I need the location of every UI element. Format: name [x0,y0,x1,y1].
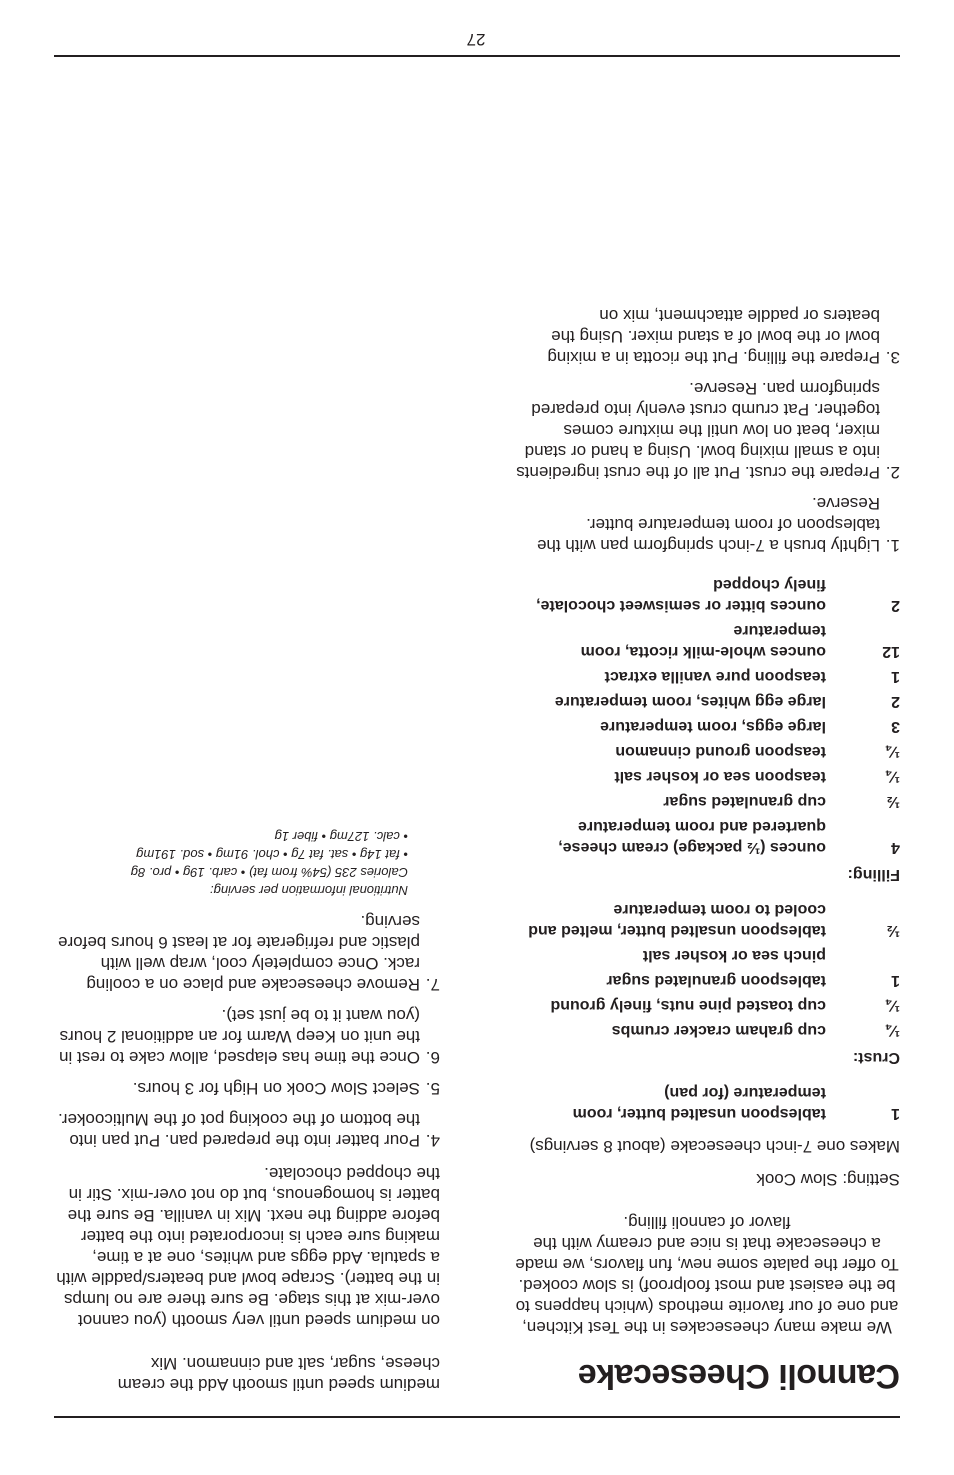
step-number: 1. [885,536,900,555]
step-number: 3. [885,348,900,367]
ingredient-quantity: 2 [891,597,900,614]
ingredient-text: teaspoon ground cinnamon [615,743,826,760]
steps-part-1 [514,305,900,556]
nutrition-info [54,827,408,899]
ingredient-quantity [826,945,900,966]
ingredient-text: tablespoon unsalted butter, room temperature (for pan) [572,1084,826,1122]
ingredient-quantity: ¼ [886,1022,900,1039]
filling-ingredient-row [514,574,900,616]
top-rule [54,1416,900,1418]
filling-ingredient-row [514,620,900,662]
method-step [54,1005,440,1068]
bottom-rule [54,55,900,57]
ingredient-text: ounces bitter or semisweet chocolate, finely chopped [536,576,826,614]
step-text: Pour batter into the prepared pan. Put pan into the bottom of the cooking pot of the Multicooker. [58,1110,420,1150]
step-text: Remove cheesecake and place on a cooling rack. Once completely cool, wrap well with plastic and refrigerate for at least 6 hours before serving. [58,912,420,994]
method-step [54,911,440,995]
ingredient-quantity: 4 [891,839,900,856]
pan-ingredient-row [514,1082,900,1124]
ingredient-quantity: 12 [882,643,900,660]
ingredient-text: cup toasted pine nuts, finely ground [550,997,826,1014]
step-3-continuation-b: on medium speed until very smooth (you cannot over-mix at this stage. Be sure there are no lumps in the batter). Scrape bowl and beaters/paddle with a spatula. Add eggs and whites, one at a time, making sure each is incorporated into the batter before adding the next. Mix in vanilla. Be sure the batter is homogenous, but do not over-mix. Stir in the chopped chocolate. [56,1164,440,1330]
ingredient-text: large egg whites, room temperature [554,693,826,710]
recipe-title: Cannoli Cheesecake [578,1357,900,1395]
filling-ingredient-row [514,716,900,737]
nutrition-line-2: • fat 14g • sat. fat 7g • chol. 91mg • sod. 191mg [136,847,408,862]
filling-label: Filling: [847,866,900,883]
ingredient-quantity: ½ [886,793,900,810]
method-step [54,1078,440,1099]
ingredient-quantity: 1 [891,668,900,685]
method-step [514,493,900,556]
step-number: 4. [425,1131,440,1150]
recipe-intro: We make many cheesecakes in the Test Kitchen, and one of our favorite methods (which happens to be the easiest and most foolproof) is slow cooked. To offer the palate some new, fun flavors, we made a cheesecake that is nice and creamy with the flavor of cannoli filling. [515,1213,899,1337]
ingredient-quantity: 1 [891,972,900,989]
ingredient-text: ounces whole-milk ricotta, room temperature [580,622,826,660]
step-text: Prepare the filling. Put the ricotta in a mixing bowl or the bowl of a stand mixer. Using the beaters or paddle attachment, mix on [547,306,880,367]
ingredient-quantity: 3 [891,718,900,735]
filling-ingredient-row [514,691,900,712]
step-number: 6. [425,1048,440,1067]
ingredient-text: tablespoon granulated sugar [606,972,826,989]
ingredient-text: pinch sea or kosher salt [642,947,826,964]
filling-ingredient-row [514,741,900,762]
step-text: Once the time has elapsed, allow cake to rest in the unit on Keep Warm for an additional 2 hours (you want it to be just set). [59,1006,420,1067]
step-text: Select Slow Cook on High for 3 hours. [132,1079,420,1098]
recipe-main-column [514,295,900,1395]
crust-ingredients [514,899,900,1041]
ingredient-text: teaspoon pure vanilla extract [604,668,826,685]
method-step [514,378,900,483]
crust-ingredient-row [514,970,900,991]
crust-label: Crust: [852,1049,900,1066]
recipe-setting: Setting: Slow Cook [756,1170,900,1189]
ingredient-text: cup graham cracker crumbs [611,1022,826,1039]
filling-ingredients [514,574,900,858]
ingredient-text: tablespoon unsalted butter, melted and cooled to room temperature [528,901,826,939]
ingredient-quantity: ½ [886,922,900,939]
method-step [514,305,900,368]
recipe-yield: Makes one 7-inch cheesecake (about 8 servings) [529,1137,900,1156]
ingredient-text: ounces (½ package) cream cheese, quartered and room temperature [558,818,826,856]
ingredient-quantity: ¼ [886,997,900,1014]
ingredient-quantity: ¼ [886,768,900,785]
ingredient-text: teaspoon sea or kosher salt [614,768,826,785]
crust-ingredient-row [514,899,900,941]
nutrition-heading: Nutritional information per serving: [210,883,408,898]
ingredient-quantity: 2 [891,693,900,710]
crust-ingredient-row [514,945,900,966]
page-number: 27 [466,30,486,49]
step-number: 5. [425,1079,440,1098]
method-step [54,1109,440,1151]
step-number: 2. [885,463,900,482]
crust-ingredient-row [514,1020,900,1041]
ingredient-text: cup granulated sugar [663,793,826,810]
steps-part-2 [54,911,440,1151]
step-text: Lightly brush a 7-inch springform pan with the tablespoon of room temperature butter. Reserve. [536,494,880,555]
filling-ingredient-row [514,791,900,812]
ingredient-quantity: ¼ [886,743,900,760]
nutrition-line-3: • calc. 127mg • fiber 1g [274,829,408,844]
step-text: Prepare the crust. Put all of the crust ingredients into a small mixing bowl. Using a hand or stand mixer, beat on low until the mixture comes together. Pat crumb crust evenly into prepared springform pan. Reserve. [516,379,880,482]
ingredient-quantity: 1 [891,1105,900,1122]
nutrition-line-1: Calories 235 (54% from fat) • carb. 19g • pro. 8g [130,865,408,880]
filling-ingredient-row [514,816,900,858]
ingredient-text: large eggs, room temperature [600,718,826,735]
step-3-continuation-a: medium speed until smooth Add the cream cheese, sugar, salt and cinnamon. Mix [117,1354,440,1394]
filling-ingredient-row [514,666,900,687]
filling-ingredient-row [514,766,900,787]
recipe-second-column [54,827,440,1395]
crust-ingredient-row [514,995,900,1016]
step-number: 7. [425,975,440,994]
pan-ingredients [514,1082,900,1124]
